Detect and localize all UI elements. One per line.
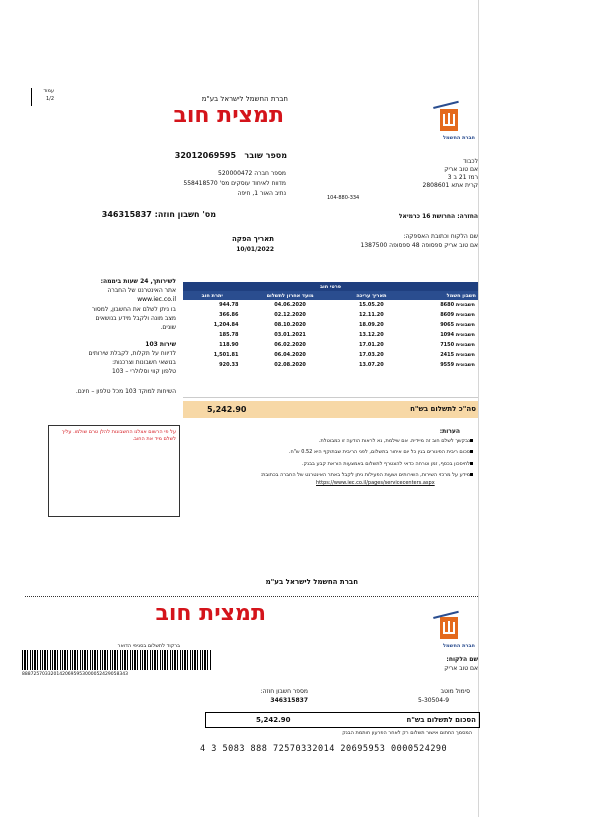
issue-date-label: תאריך הפקה [231, 235, 274, 243]
bottom-total-value: 5,242.90 [256, 716, 291, 724]
bullet-icon [470, 473, 473, 476]
logo-signature [431, 93, 459, 109]
cell-due: 02.12.2020 [274, 312, 306, 318]
cell-balance: 185.78 [219, 332, 239, 338]
service-title: לשירותך, 24 שעות ביממה: [100, 278, 176, 285]
cell-balance: 920.33 [219, 362, 239, 368]
supply-label: שם הלקוח וכתובת האספקה: [403, 233, 478, 240]
table-empty-area [183, 378, 478, 398]
company-number: מספר חברה 520000472 [218, 170, 286, 177]
cell-balance: 944.78 [219, 302, 239, 308]
cell-balance: 366.86 [219, 312, 239, 318]
cell-date: 18.09.20 [359, 322, 384, 328]
recipient-line-2: אם טוב אריק [444, 166, 478, 173]
table-row [183, 360, 478, 370]
table-title: פרטי חוב [183, 282, 478, 291]
note-item: מידע על מרכזי השירות, השירותים ושעות הפעילות ניתן לקבל באתר האינטרנט של החברה בכתובת: [260, 472, 470, 478]
service-url[interactable]: www.iec.co.il [137, 296, 176, 303]
note-item: לחיסכון בכסף, זמן וטרחה כדאי להצטרף לתשלום באמצעות הוראת קבע בבנק. [301, 461, 470, 467]
cell-bill: חשבונית 8680 [440, 302, 475, 308]
cell-bill: חשבונית 1094 [440, 332, 475, 338]
debt-table [183, 282, 478, 370]
issue-date-value: 10/01/2022 [236, 246, 274, 253]
bottom-total-label: הסכום לתשלום בש"ח [406, 716, 476, 724]
table-row [183, 350, 478, 360]
col-header-balance: יתרת חוב [183, 291, 241, 300]
stamp-box-note: על פי הרשום אצלנו החשבונות להלן טרם שולמו. עליך לשלם מיד את החוב. [61, 429, 176, 442]
table-row [183, 340, 478, 350]
cell-bill: חשבונית 9065 [440, 322, 475, 328]
service-line-4: מצב מונה ולקבל מידע בנושאים [95, 315, 176, 322]
logo-text: חברת החשמל [443, 135, 475, 141]
company-name: חברת החשמל לישראל בע"מ [201, 95, 288, 103]
barcode-label: ברקוד לתשלום בסניפי הדואר [117, 643, 180, 649]
supply-address: אם טוב אריק ספסופה 48 ספסופה 1387500 [360, 242, 478, 249]
cell-due: 08.10.2020 [274, 322, 306, 328]
s103-line-3: טלפון קווי וסלולרי – 103 [112, 368, 176, 375]
ocr-payment-line: 4 3 5083 888 72570332014 20695953 0000524290 [200, 744, 448, 754]
bottom-total-box [205, 712, 480, 728]
contract-value: 346315837 [101, 210, 152, 219]
cell-date: 17.01.20 [359, 342, 384, 348]
recipient-line-4: קרית אתא 2808601 [422, 182, 478, 189]
cell-date: 12.11.20 [359, 312, 384, 318]
cell-due: 04.06.2020 [274, 302, 306, 308]
company-address: נתיב האור 1, חיפה [237, 190, 286, 197]
col-header-date: תאריך עריכה [339, 291, 404, 300]
logo-text-bottom: חברת החשמל [443, 643, 475, 649]
cell-balance: 1,204.84 [213, 322, 239, 328]
bottom-title: תמצית חוב [155, 601, 266, 626]
s103-line-2: בנושאי חשבונות וצרכנות: [112, 359, 176, 366]
page-number-label: עמוד [43, 88, 54, 94]
note-item: סכום ריבית הפיגורים בגין כל יום איחור בתשלום, לפני הריבית שבתוקף היא 0.52 ש"ח. [288, 449, 470, 455]
cell-bill: חשבונית 7150 [440, 342, 475, 348]
bottom-customer-value: אם טוב אריק [444, 665, 478, 672]
page-number-box [31, 88, 56, 106]
table-row [183, 310, 478, 320]
table-row [183, 330, 478, 340]
page-title: תמצית חוב [173, 103, 284, 128]
page-number-value: 1/2 [45, 96, 54, 102]
cell-bill: חשבונית 2415 [440, 352, 475, 358]
bullet-icon [470, 450, 473, 453]
col-header-due: מועד אחרון לתשלום [241, 291, 338, 300]
s103-title: שירות 103 [145, 341, 176, 348]
total-value: 5,242.90 [207, 405, 247, 414]
company-logo-bottom [440, 617, 458, 639]
bullet-icon [470, 439, 473, 442]
recipient-line-3: רמז 21 ב 3 [447, 174, 478, 181]
total-bar [183, 401, 478, 418]
bottom-company-name: חברת החשמל לישראל בע"מ [265, 578, 358, 586]
cell-bill: חשבונית 8609 [440, 312, 475, 318]
s103-note: השיחות למוקד 103 מכל טלפון – חינם. [75, 388, 176, 395]
recipient-line-1: לכבוד [463, 158, 478, 165]
service-line-1: אתר האינטרנט של החברה [107, 287, 176, 294]
cell-date: 17.03.20 [359, 352, 384, 358]
bottom-symbol-label: סימול מוטב [440, 688, 470, 695]
bottom-contract-value: 346315837 [270, 697, 308, 704]
bullet-icon [470, 462, 473, 465]
bottom-customer-label: שם הלקוח: [446, 656, 478, 663]
contract-label: מס' חשבון חוזה: [154, 210, 216, 219]
table-row [183, 320, 478, 330]
cell-bill: חשבונית 9559 [440, 362, 475, 368]
s103-line-1: לדיווח על תקלות, לקבלת שירותים [88, 350, 176, 357]
cell-due: 02.08.2020 [274, 362, 306, 368]
col-header-bill: חשבון חשמל [404, 291, 478, 300]
service-line-5: שונים. [160, 324, 176, 331]
bottom-symbol-value: 5-30504-9 [418, 697, 450, 704]
voucher-value: 32012069595 [174, 151, 237, 160]
bottom-contract-label: מספר חשבון חוזה: [260, 688, 308, 695]
cell-date: 15.05.20 [359, 302, 384, 308]
return-address: החזרה: החרושת 16 כרמיאל [398, 213, 478, 220]
notes-title: הערות: [439, 428, 460, 435]
cell-date: 13.12.20 [359, 332, 384, 338]
voucher-label: מספר שובר [244, 151, 287, 160]
bank-stamp-note: המסמך החתום אישור תשלום רק לאחר הפרעון חותמת הבנק [342, 730, 472, 736]
total-label: סה"כ לתשלום בש"ח [410, 405, 476, 413]
vat-number: מדווח לאיחוד עוסקים מס' 558418570 [183, 180, 286, 187]
cell-balance: 1,501.81 [213, 352, 239, 358]
payment-barcode [22, 650, 212, 670]
table-row [183, 300, 478, 310]
cell-date: 13.07.20 [359, 362, 384, 368]
cell-balance: 118.90 [219, 342, 239, 348]
payment-stamp-box [48, 425, 180, 517]
company-logo [440, 109, 458, 131]
cell-due: 03.01.2021 [274, 332, 306, 338]
cell-due: 06.04.2020 [274, 352, 306, 358]
note-item: נבקשך לשלם חוב זה מיידית. אם שילמת, נא לראות הודעה זו כמבוטלת. [318, 438, 470, 444]
cell-due: 06.02.2020 [274, 342, 306, 348]
barcode-number: 8887257033201420695953000052429058343 [22, 672, 128, 677]
tear-line [25, 596, 478, 597]
voucher-number [175, 151, 287, 160]
service-line-3: בו ניתן לשלם את החשבון, למסור [91, 306, 176, 313]
recipient-code: 104-880-334 [327, 195, 360, 201]
service-centers-link[interactable]: https://www.iec.co.il/pages/servicecenters.aspx [316, 480, 435, 486]
contract-number [102, 210, 216, 219]
